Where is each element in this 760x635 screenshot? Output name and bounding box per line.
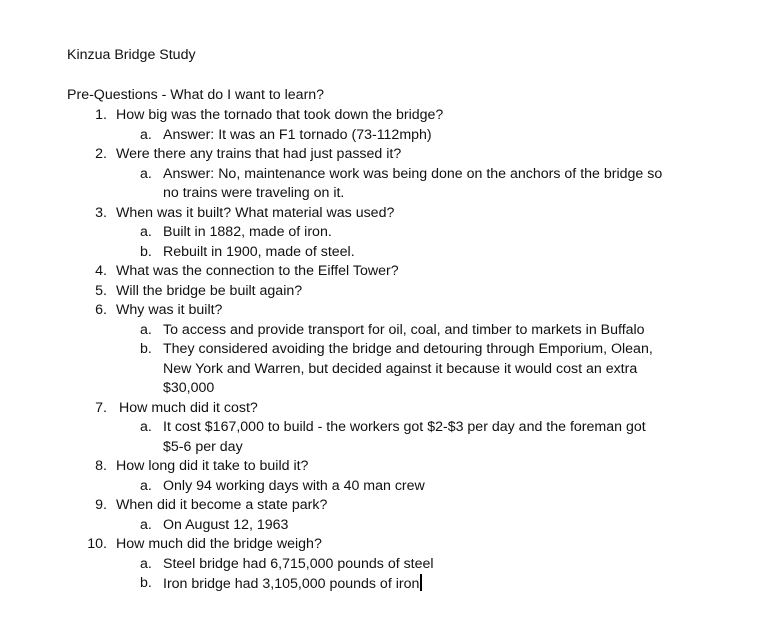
question-text: How long did it take to build it? (116, 458, 309, 474)
section-heading: Pre-Questions - What do I want to learn? (67, 87, 325, 103)
answer-text: On August 12, 1963 (163, 516, 289, 533)
question-number: 7. (95, 399, 107, 416)
answer-marker: a. (140, 165, 152, 182)
question-number: 4. (95, 263, 107, 279)
question-number: 9. (95, 497, 107, 513)
answer-marker: a. (140, 419, 152, 435)
question-number: 6. (95, 302, 107, 318)
answer-marker: a. (140, 516, 152, 533)
question-text: How much did it cost? (119, 399, 258, 416)
answer-text: Answer: No, maintenance work was being done on the anchors of the bridge so (163, 165, 663, 182)
question-number: 10. (87, 536, 107, 552)
answer-marker: b. (140, 341, 152, 357)
answer-text: Rebuilt in 1900, made of steel. (163, 243, 355, 260)
answer-text: They considered avoiding the bridge and detouring through Emporium, Olean, (163, 341, 653, 357)
answer-text: no trains were traveling on it. (163, 185, 345, 201)
answer-marker: b. (140, 575, 152, 591)
question-number: 5. (95, 282, 107, 299)
answer-text: Only 94 working days with a 40 man crew (163, 477, 425, 494)
answer-text: $30,000 (163, 380, 215, 396)
answer-marker: b. (140, 243, 152, 260)
answer-text: $5-6 per day (163, 438, 243, 455)
answer-text: New York and Warren, but decided against it because it would cost an extra (163, 360, 638, 377)
answer-marker: a. (140, 477, 152, 494)
question-text: Why was it built? (116, 302, 223, 318)
question-text: When was it built? What material was used? (116, 204, 395, 221)
question-text: When did it become a state park? (116, 497, 328, 513)
text-cursor (420, 574, 421, 591)
question-text: How big was the tornado that took down the bridge? (116, 107, 444, 123)
answer-marker: a. (140, 321, 152, 338)
answer-text: Built in 1882, made of iron. (163, 224, 332, 240)
question-text: Will the bridge be built again? (116, 282, 303, 299)
question-text: How much did the bridge weigh? (116, 536, 322, 552)
question-number: 1. (95, 107, 107, 123)
question-text: What was the connection to the Eiffel Tower? (116, 263, 399, 279)
question-text: Were there any trains that had just passed it? (116, 146, 402, 162)
answer-text: Answer: It was an F1 tornado (73-112mph) (163, 126, 432, 143)
answer-text: It cost $167,000 to build - the workers got $2-$3 per day and the foreman got (163, 419, 646, 435)
document-title: Kinzua Bridge Study (67, 47, 196, 63)
answer-text: Iron bridge had 3,105,000 pounds of iron (163, 574, 422, 593)
question-number: 3. (95, 204, 107, 221)
answer-marker: a. (140, 555, 152, 572)
answer-text: To access and provide transport for oil, coal, and timber to markets in Buffalo (163, 321, 645, 338)
question-number: 2. (95, 146, 107, 162)
answer-marker: a. (140, 224, 152, 240)
answer-text: Steel bridge had 6,715,000 pounds of steel (163, 555, 434, 572)
question-number: 8. (95, 458, 107, 474)
answer-marker: a. (140, 126, 152, 143)
